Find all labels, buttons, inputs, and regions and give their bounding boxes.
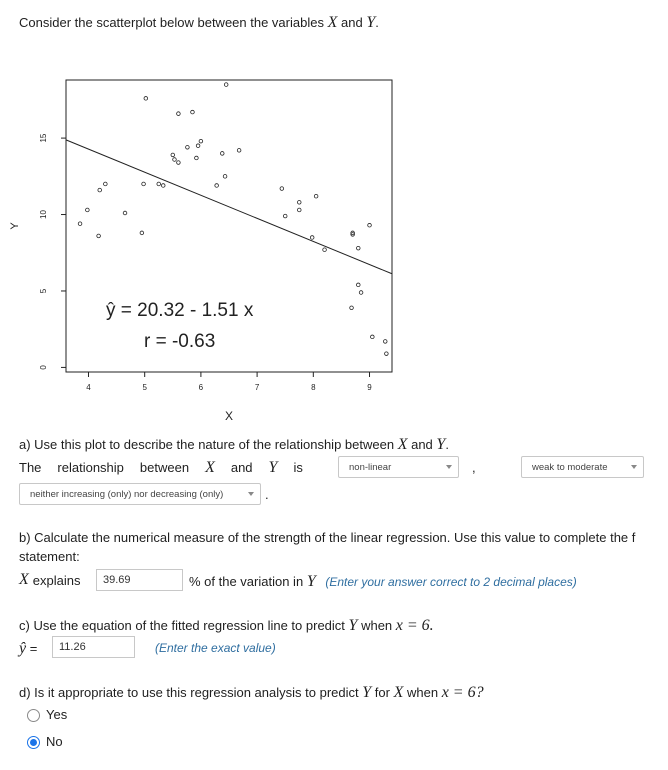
x-axis-label: X [224,409,234,423]
equals-sign: = [29,641,38,656]
for-text: for [374,685,390,700]
period: . [265,487,269,502]
condition: x = 6. [395,617,434,634]
data-point [368,223,372,227]
part-b-question [19,530,635,545]
y-axis-label: Y [9,222,21,230]
question-intro [19,14,379,32]
x-tick-label: 7 [254,383,260,392]
data-point [314,194,318,198]
var-y: Y [436,436,446,453]
part-b-hint: (Enter your answer correct to 2 decimal places) [325,575,577,589]
radio-no[interactable] [27,736,40,749]
var-y: Y [348,617,358,634]
part-c-label: c) Use the equation of the fitted regression line to predict [19,618,345,633]
data-point [196,144,200,148]
data-point [171,153,175,157]
data-point [224,83,228,87]
data-point [186,145,190,149]
direction-dropdown-value: neither increasing (only) nor decreasing (only) [30,488,224,500]
data-point [310,236,314,240]
part-b-label: b) Calculate the numerical measure of the strength of the linear regression. Use this value to complete the f [19,530,636,545]
equation-label: ŷ = 20.32 - 1.51 x [106,300,254,321]
data-point [237,149,241,153]
data-point [98,188,102,192]
end-text: . [445,437,449,452]
var-x: X [19,571,29,588]
data-point [78,222,82,226]
y-tick-label: 5 [39,288,48,294]
part-b-answer-row [19,571,80,589]
data-point [220,152,224,156]
data-point [371,335,375,339]
scatterplot [0,50,420,430]
data-point [142,182,146,186]
when-text: when [361,618,393,633]
chevron-down-icon [446,465,452,469]
x-tick-label: 6 [198,383,204,392]
var-y: Y [362,684,372,701]
data-point [140,231,144,235]
data-point [323,248,327,252]
data-point [385,352,389,356]
word-and: and [230,460,253,475]
part-b-question-line2 [19,549,80,564]
data-point [356,246,360,250]
data-point [280,187,284,191]
intro-suffix: . [375,15,379,30]
data-point [86,208,90,212]
intro-and: and [341,15,363,30]
word-the: The [19,460,42,475]
data-point [123,211,127,215]
data-point [177,112,181,116]
x-tick-label: 5 [142,383,147,392]
var-y: Y [268,459,278,476]
data-point [215,184,219,188]
data-point [350,306,354,310]
option-yes-label: Yes [46,707,68,722]
data-point [177,161,181,165]
variation-text: % of the variation in [189,574,304,589]
part-b-label2: statement: [19,549,80,564]
data-point [97,234,101,238]
data-point [383,340,387,344]
data-point [359,291,363,295]
and-text: and [411,437,433,452]
prediction-value: 11.26 [59,641,86,653]
strength-dropdown[interactable] [521,456,644,478]
word-is: is [293,460,303,475]
part-c-question [19,617,434,635]
chevron-down-icon [631,465,637,469]
intro-text: Consider the scatterplot below between the variables [19,15,324,30]
var-x: X [205,459,215,476]
data-point [104,182,108,186]
data-point [173,158,177,162]
word-between: between [139,460,190,475]
strength-dropdown-value: weak to moderate [532,461,608,473]
prediction-input[interactable] [52,636,135,658]
explains-text: explains [32,572,81,588]
data-point [161,184,165,188]
part-c-answer-row [19,640,37,658]
data-point [199,139,203,143]
part-a-label: a) Use this plot to describe the nature of the relationship between [19,437,395,452]
data-point [157,182,161,186]
data-point [223,175,227,179]
var-x: X [397,436,408,453]
y-tick-label: 10 [39,210,48,219]
comma: , [472,460,476,475]
var-x: X [393,684,404,701]
when-text: when [406,685,439,700]
y-tick-label: 0 [39,365,48,370]
var-y: Y [366,14,376,31]
yhat-symbol: ŷ [19,640,27,657]
var-y: Y [306,573,316,590]
condition: x = 6? [441,684,484,701]
data-point [297,208,301,212]
part-d-question [19,684,484,702]
regression-line [66,140,392,274]
option-no-label: No [46,734,63,749]
data-point [297,201,301,205]
data-point [191,110,195,114]
r-label: r = -0.63 [144,331,216,352]
part-a-question [19,436,449,454]
x-tick-label: 9 [367,383,372,392]
x-tick-label: 8 [311,383,316,392]
x-tick-label: 4 [86,383,91,392]
part-b-suffix [189,573,577,591]
part-a-sentence [19,459,303,477]
y-tick-label: 15 [39,133,48,143]
plot-frame [66,80,392,372]
direction-dropdown[interactable] [19,483,261,505]
chevron-down-icon [248,492,254,496]
radio-yes[interactable] [27,709,40,722]
var-x: X [327,14,338,31]
part-d-label: d) Is it appropriate to use this regression analysis to predict [19,685,359,700]
data-point [356,283,360,287]
word-relationship: relationship [57,460,124,475]
form-dropdown-value: non-linear [349,461,392,473]
data-point [283,214,287,218]
r-squared-value: 39.69 [103,574,131,586]
r-squared-input[interactable] [96,569,183,591]
part-c-hint: (Enter the exact value) [155,641,276,655]
data-point [195,156,199,160]
form-dropdown[interactable] [338,456,459,478]
data-point [144,97,148,101]
